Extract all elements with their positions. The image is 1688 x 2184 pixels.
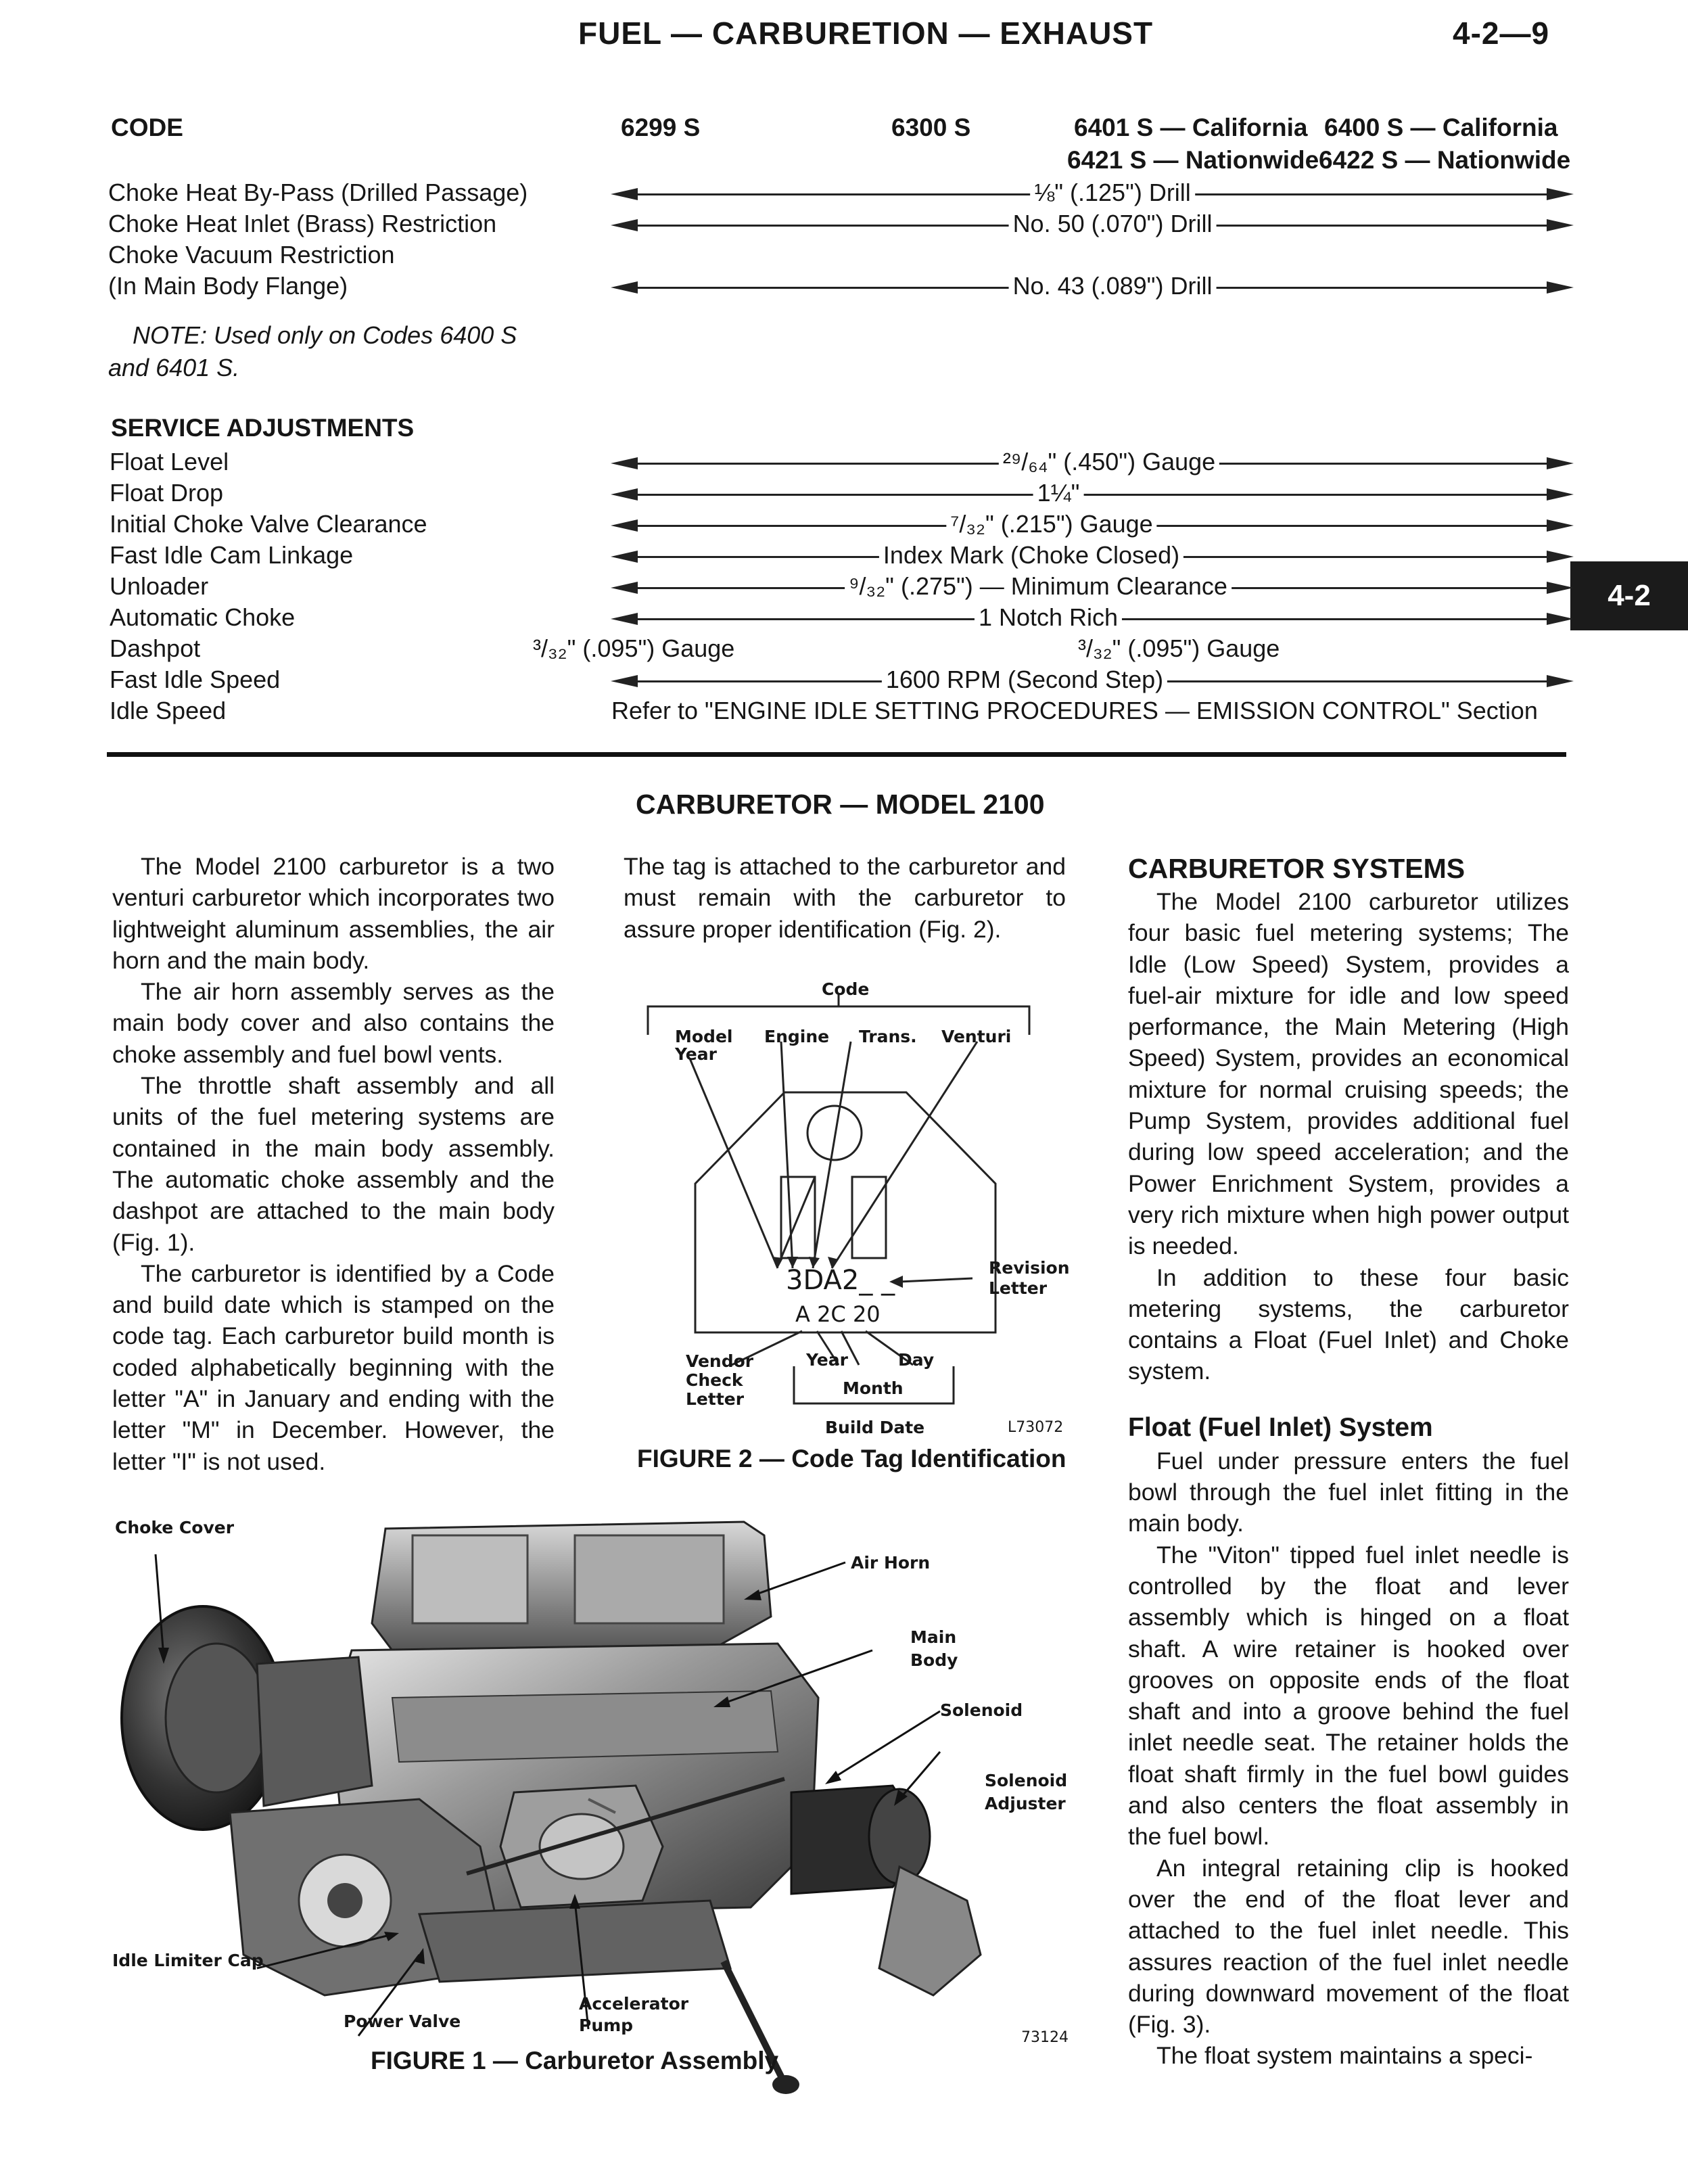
code-6422: 6422 S — Nationwide	[1319, 146, 1571, 174]
spec-value-float-level: ²⁹/₆₄" (.450") Gauge	[999, 446, 1219, 478]
spec-arrow-fast-idle-cam	[612, 540, 1572, 571]
fig2-label-revision: Revision	[989, 1258, 1070, 1278]
fig2-tag-date: A 2C 20	[795, 1301, 881, 1327]
fig2-label-build-date: Build Date	[825, 1418, 925, 1437]
column-2	[624, 851, 1066, 945]
col3-para-4: The "Viton" tipped fuel inlet needle is controlled by the float and lever assembly which is hinged on a float shaft. A wire retainer is hooked over grooves on opposite ends of the float shaft and into a groove behind the fuel inlet needle seat. The retainer holds the float shaft firmly in the fuel bowl guides and also centers the float assembly in the fuel bowl.	[1128, 1541, 1569, 1851]
col3-para-5: An integral retaining clip is hooked over the end of the float lever and attached to the fuel inlet needle. This assures reaction of the fuel inlet needle during downward movement of the float (Fig. 3).	[1128, 1854, 1569, 2039]
section-tab	[1570, 561, 1688, 630]
spec-label-automatic-choke: Automatic Choke	[110, 603, 296, 631]
spec-arrow-initial-choke	[612, 509, 1572, 540]
figure-1-carburetor-assembly	[101, 1495, 1075, 2104]
fig2-label-build-month: Month	[843, 1378, 904, 1398]
col1-para-2: The air horn assembly serves as the main body cover and also contains the choke assembly and fuel bowl vents.	[112, 978, 555, 1068]
section-title: CARBURETOR — MODEL 2100	[636, 789, 1045, 820]
spec-arrow-float-level	[612, 446, 1572, 478]
service-adjustments-heading: SERVICE ADJUSTMENTS	[111, 414, 415, 442]
fig1-label-adjuster: Adjuster	[985, 1794, 1066, 1813]
fig2-label-model: Model	[675, 1027, 733, 1046]
figure-2-caption: FIGURE 2 — Code Tag Identification	[637, 1445, 1066, 1472]
spec-value-dashpot-left: ³/₃₂" (.095") Gauge	[533, 634, 735, 662]
col3-para-3: Fuel under pressure enters the fuel bowl through the fuel inlet fitting in the main body.	[1128, 1447, 1569, 1537]
fig2-label-engine: Engine	[764, 1027, 830, 1046]
figure-1-caption: FIGURE 1 — Carburetor Assembly	[371, 2047, 779, 2074]
column-1	[112, 851, 555, 1477]
spec-label-float-level: Float Level	[110, 448, 229, 475]
column-3	[1128, 851, 1569, 2072]
spec-value-idle-speed: Refer to "ENGINE IDLE SETTING PROCEDURES — EMISSION CONTROL" Section	[611, 697, 1538, 724]
figure-2-code-tag	[636, 960, 1070, 1437]
spec-label-fast-idle-cam: Fast Idle Cam Linkage	[110, 541, 354, 569]
code-label: CODE	[111, 114, 183, 141]
spec-label-main-body-flange: (In Main Body Flange)	[108, 272, 348, 300]
fig1-label-idle-limiter: Idle Limiter Cap	[112, 1951, 264, 1970]
spec-label-fast-idle-speed: Fast Idle Speed	[110, 666, 281, 693]
fig1-label-body: Body	[910, 1650, 958, 1670]
spec-label-dashpot: Dashpot	[110, 634, 201, 662]
fig2-label-year: Year	[675, 1044, 717, 1064]
spec-arrow-automatic-choke	[612, 602, 1572, 633]
fig2-tag-code: 3DA2_ _	[786, 1265, 895, 1296]
fig2-label-vendor-letter: Letter	[686, 1389, 745, 1409]
spec-label-initial-choke: Initial Choke Valve Clearance	[110, 510, 427, 538]
spec-value-dashpot-right: ³/₃₂" (.095") Gauge	[1078, 634, 1280, 662]
fig1-label-pump: Pump	[579, 2016, 634, 2035]
spec-label-idle-speed: Idle Speed	[110, 697, 227, 724]
spec-arrow-unloader	[612, 571, 1572, 602]
fig1-label-power-valve: Power Valve	[344, 2012, 461, 2031]
spec-label-float-drop: Float Drop	[110, 479, 224, 507]
fig1-label-accelerator: Accelerator	[579, 1994, 689, 2014]
spec-label-choke-bypass: Choke Heat By-Pass (Drilled Passage)	[108, 179, 528, 206]
spec-arrow-fast-idle-speed	[612, 664, 1572, 695]
fig2-label-revision-letter: Letter	[989, 1278, 1048, 1298]
fig1-label-main: Main	[910, 1627, 957, 1647]
spec-label-choke-inlet: Choke Heat Inlet (Brass) Restriction	[108, 210, 497, 237]
code-6401: 6401 S — California	[1074, 114, 1308, 141]
fig1-label-choke-cover: Choke Cover	[115, 1518, 235, 1537]
spec-note: NOTE: Used only on Codes 6400 S and 6401 S.	[108, 321, 517, 381]
col2-para-1: The tag is attached to the carburetor and must remain with the carburetor to assure proper identification (Fig. 2).	[624, 853, 1066, 943]
fig1-label-solenoid-top: Solenoid	[985, 1771, 1068, 1790]
spec-value-float-drop: 1¼"	[1033, 478, 1084, 509]
code-6300: 6300 S	[891, 114, 971, 141]
section-divider	[107, 752, 1566, 757]
fig2-label-code: Code	[822, 979, 870, 999]
spec-label-unloader: Unloader	[110, 572, 209, 600]
fig2-ref-number: L73072	[1008, 1419, 1064, 1436]
spec-arrow-vacuum-restriction	[612, 271, 1572, 302]
fig2-label-check: Check	[686, 1370, 743, 1390]
col3-para-2: In addition to these four basic metering systems, the carburetor contains a Float (Fuel Inlet) and Choke system.	[1128, 1263, 1569, 1385]
code-6400: 6400 S — California	[1324, 114, 1558, 141]
spec-value-unloader: ⁹/₃₂" (.275") — Minimum Clearance	[845, 571, 1232, 602]
fig1-ref-number: 73124	[1021, 2029, 1069, 2046]
code-6299: 6299 S	[621, 114, 701, 141]
page-number: 4-2—9	[1453, 16, 1550, 51]
spec-label-choke-vacuum: Choke Vacuum Restriction	[108, 241, 395, 269]
float-system-heading: Float (Fuel Inlet) System	[1128, 1412, 1433, 1442]
spec-arrow-choke-inlet	[612, 208, 1572, 239]
col1-para-3: The throttle shaft assembly and all units of the fuel metering systems are contained in the main body assembly. The automatic choke assembly and the dashpot are attached to the main body (Fig. 1).	[112, 1072, 555, 1256]
code-6421: 6421 S — Nationwide	[1067, 146, 1319, 174]
fig2-label-trans: Trans.	[859, 1027, 917, 1046]
spec-arrow-float-drop	[612, 478, 1572, 509]
fig1-label-air-horn: Air Horn	[851, 1553, 931, 1573]
spec-value-fast-idle-speed: 1600 RPM (Second Step)	[882, 664, 1167, 695]
col1-para-1: The Model 2100 carburetor is a two venturi carburetor which incorporates two lightweight aluminum assemblies, the air horn and the main body.	[112, 853, 555, 974]
carburetor-systems-heading: CARBURETOR SYSTEMS	[1128, 853, 1466, 884]
fig2-label-vendor: Vendor	[686, 1351, 754, 1371]
col3-para-1: The Model 2100 carburetor utilizes four basic fuel metering systems; The Idle (Low Speed) System, provides a fuel-air mixture for idle and low speed performance, the Main Metering (High Speed) System, provides an economical mixture for normal cruising speeds; the Pump System, provides additional fuel during low speed acceleration; and the Power Enrichment System, provides a very rich mixture when high power output is needed.	[1128, 888, 1569, 1260]
spec-arrow-choke-bypass	[612, 177, 1572, 208]
running-header: FUEL — CARBURETION — EXHAUST	[578, 16, 1154, 51]
col3-para-6: The float system maintains a speci-	[1156, 2042, 1533, 2070]
section-tab-label: 4-2	[1608, 579, 1651, 612]
col1-para-4: The carburetor is identified by a Code and build date which is stamped on the code tag. Each carburetor build month is coded alphabetically beginning with the letter "A" in January and ending with the letter "M" in December. However, the letter "I" is not used.	[112, 1259, 555, 1475]
fig2-label-venturi: Venturi	[941, 1027, 1012, 1046]
spec-value-fast-idle-cam: Index Mark (Choke Closed)	[879, 540, 1183, 571]
spec-value-choke-bypass: ⅛" (.125") Drill	[1030, 177, 1195, 208]
spec-value-vacuum-restriction: No. 43 (.089") Drill	[1009, 271, 1217, 302]
spec-value-choke-inlet: No. 50 (.070") Drill	[1009, 208, 1217, 239]
spec-value-automatic-choke: 1 Notch Rich	[975, 602, 1122, 633]
fig2-label-build-year: Year	[806, 1350, 848, 1370]
fig2-label-build-day: Day	[898, 1350, 935, 1370]
fig1-label-solenoid: Solenoid	[940, 1700, 1023, 1720]
spec-value-initial-choke: ⁷/₃₂" (.215") Gauge	[946, 509, 1156, 540]
